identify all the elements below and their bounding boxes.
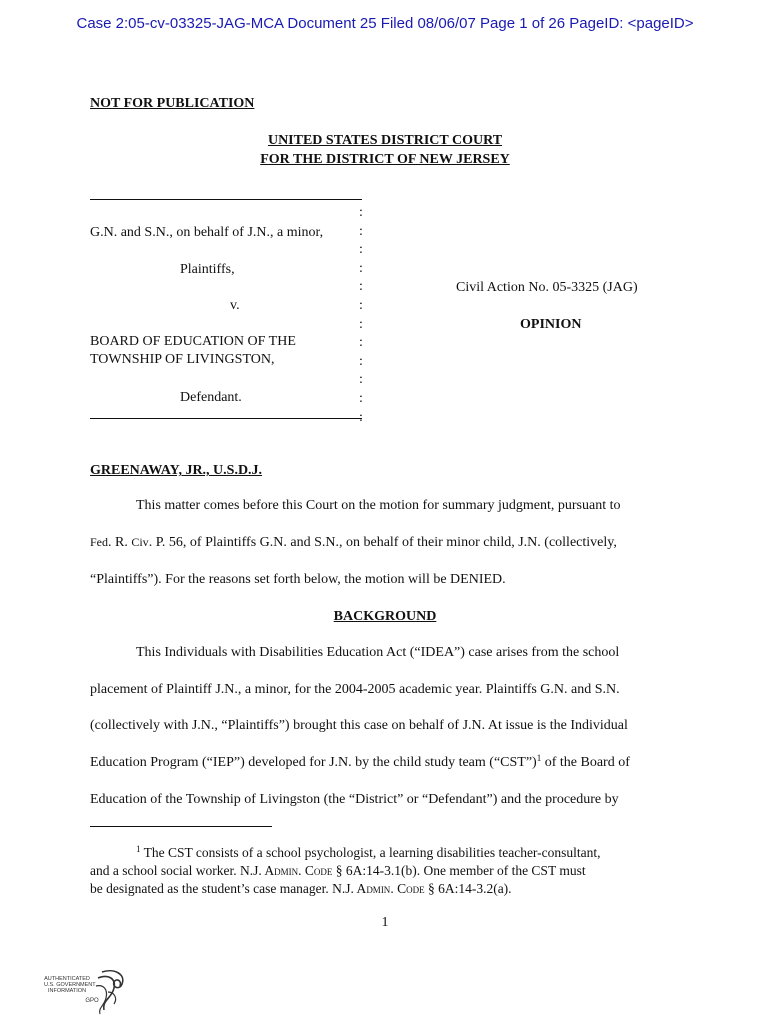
footnote-reference[interactable]: 1 (536, 753, 542, 763)
logo-gpo-text: GPO (85, 998, 99, 1004)
case-header: Case 2:05-cv-03325-JAG-MCA Document 25 Filed 08/06/07 Page 1 of 26 PageID: <pageID> (76, 15, 694, 32)
background-heading: BACKGROUND (333, 609, 437, 624)
not-for-publication-label: NOT FOR PUBLICATION (90, 96, 255, 111)
paragraph-1-line-2 (90, 535, 617, 551)
defendant-role: Defendant. (180, 390, 242, 405)
colon: : (359, 316, 363, 332)
colon: : (359, 335, 363, 351)
colon: : (359, 390, 363, 406)
paragraph-2-line-3: (collectively with J.N., “Plaintiffs”) brought this case on behalf of J.N. At issue is the Individual (90, 718, 628, 733)
opinion-label: OPINION (520, 317, 582, 332)
colon: : (359, 223, 363, 239)
paragraph-2-line-5: Education of the Township of Livingston (the “District” or “Defendant”) and the procedure by (90, 792, 619, 807)
colon: : (359, 205, 363, 220)
plaintiffs-name: G.N. and S.N., on behalf of J.N., a minor, (90, 225, 324, 240)
line-text: Education Program (“IEP”) developed for J.N. by the child study team (“CST”) (90, 755, 537, 770)
colon: : (359, 409, 363, 425)
footnote-line-3 (90, 880, 512, 898)
fed-abbrev: Fed (90, 535, 108, 549)
footnote-smallcaps: ode (406, 881, 425, 896)
logo-line-3: INFORMATION (47, 988, 87, 994)
footnote-text: . C (298, 863, 314, 878)
eagle-icon (94, 968, 130, 1016)
paragraph-2-line-2: placement of Plaintiff J.N., a minor, for the 2004-2005 academic year. Plaintiffs G.N. and S.N. (90, 682, 620, 697)
gpo-authentication-logo (44, 968, 134, 1018)
defendant-name-line2: TOWNSHIP OF LIVINGSTON, (90, 352, 275, 367)
paragraph-1-line-3: “Plaintiffs”). For the reasons set forth below, the motion will be DENIED. (90, 572, 506, 587)
paragraph-1-line-1: This matter comes before this Court on the motion for summary judgment, pursuant to (136, 498, 621, 513)
paragraph-2-line-1: This Individuals with Disabilities Education Act (“IDEA”) case arises from the school (136, 645, 620, 660)
colon: : (359, 372, 363, 388)
footnote-smallcaps: dmin (274, 863, 299, 878)
colon: : (359, 353, 363, 369)
judge-name: GREENAWAY, JR., U.S.D.J. (90, 463, 263, 478)
footnote-text: The CST consists of a school psychologist, a learning disabilities teacher-consultant, (140, 845, 601, 860)
footnote-line-1 (136, 844, 601, 862)
civ-abbrev: Civ (131, 535, 149, 549)
page-number: 1 (381, 915, 389, 930)
civil-action-number: Civil Action No. 05-3325 (JAG) (456, 280, 638, 295)
versus-label: v. (230, 298, 240, 313)
footnote-text: and a school social worker. N.J. A (90, 863, 275, 878)
footnote-text: be designated as the student’s case manager. N.J. A (90, 881, 367, 896)
footnote-marker: 1 (136, 844, 141, 854)
paragraph-2-line-4 (90, 755, 630, 771)
defendant-name-line1: BOARD OF EDUCATION OF THE (90, 334, 296, 349)
court-name-line1: UNITED STATES DISTRICT COURT (267, 133, 503, 148)
footnote-smallcaps: dmin (366, 881, 391, 896)
footnote-smallcaps: ode (313, 863, 333, 878)
colon: : (359, 260, 363, 276)
caption-bottom-rule (90, 418, 362, 419)
footnote-separator (90, 826, 272, 827)
footnote-text: . C (390, 881, 407, 896)
rule-text-rest: . P. 56, of Plaintiffs G.N. and S.N., on behalf of their minor child, J.N. (collectively, (148, 535, 617, 550)
footnote-line-2 (90, 862, 586, 880)
logo-line-1: AUTHENTICATED (44, 976, 90, 982)
footnote-text: § 6A:14-3.2(a). (424, 881, 512, 896)
colon: : (359, 279, 363, 295)
caption-colon-column (359, 204, 371, 427)
court-name-line2: FOR THE DISTRICT OF NEW JERSEY (260, 152, 510, 167)
colon: : (359, 242, 363, 258)
colon: : (359, 297, 363, 313)
plaintiffs-role: Plaintiffs, (180, 262, 235, 277)
line-text-end: of the Board of (541, 755, 630, 770)
rule-text: . R. (108, 535, 132, 550)
logo-line-2: U.S. GOVERNMENT (44, 982, 96, 988)
footnote-text: § 6A:14-3.1(b). One member of the CST must (332, 863, 586, 878)
caption-top-rule (90, 199, 362, 200)
